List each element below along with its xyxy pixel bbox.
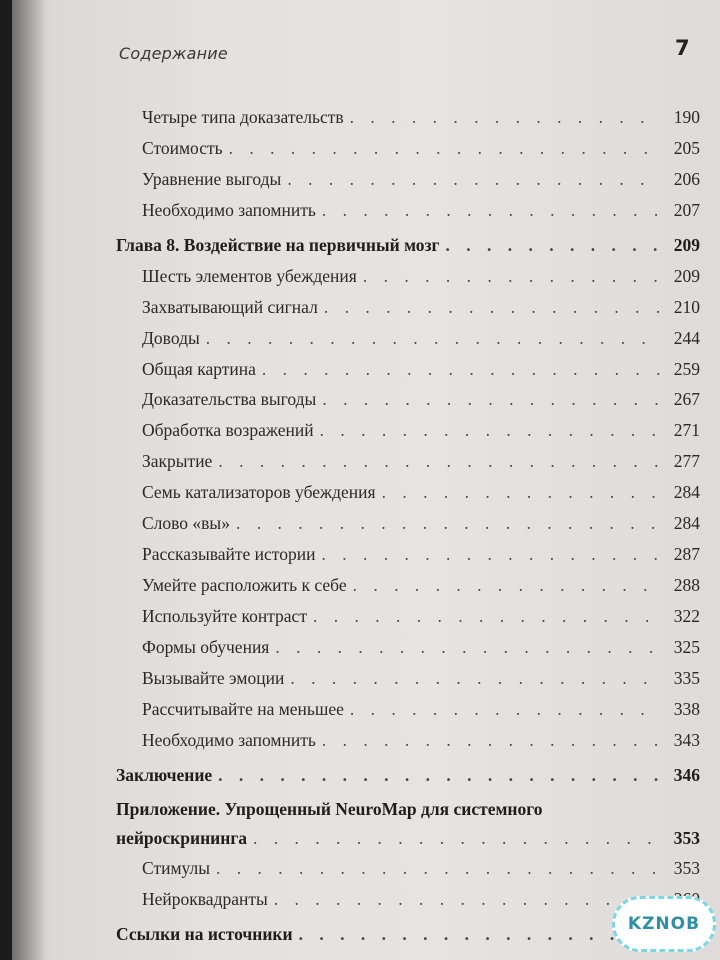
toc-entry-title: Ссылки на источники [116,923,293,944]
running-head: Содержание [119,44,228,63]
dot-leader [353,570,662,601]
dot-leader [350,102,662,133]
toc-entry-title: Необходимо запомнить [142,729,316,750]
dot-leader [313,601,662,632]
toc-entry-title: Доводы [142,327,200,348]
toc-entry-page: 284 [673,513,700,534]
toc-entry [12,539,700,570]
toc-entry [12,508,700,539]
toc-entry [12,195,700,226]
dot-leader [382,477,662,508]
toc-entry-title: нейроскрининга [116,827,248,848]
toc-entry-page: 322 [673,606,700,626]
toc-entry [12,354,700,385]
toc-chapter-entry [12,919,700,950]
toc-entry [12,164,700,195]
toc-entry [12,261,700,292]
toc-entry [12,133,700,164]
toc-entry-title: Рассчитывайте на меньшее [142,698,344,719]
dot-leader [275,632,662,663]
dot-leader [218,446,662,477]
toc-entry [12,694,700,725]
toc-entry-title: Рассказывайте истории [142,544,316,565]
toc-entry-title: Глава 8. Воздействие на первичный мозг [116,234,440,255]
dot-leader [290,663,662,694]
toc-entry-page: 284 [673,482,700,503]
toc-entry-title: Умейте расположить к себе [142,575,347,596]
toc-entry-page: 271 [673,420,700,441]
toc-entry-title: Заключение [116,764,213,785]
dot-leader [320,415,662,446]
toc-entry-title: Общая картина [142,358,256,379]
toc-entry [12,570,700,601]
dot-leader [206,323,662,354]
toc-entry [12,601,700,632]
watermark-badge [612,896,716,952]
dot-leader [229,133,662,164]
toc-entry-title: Необходимо запомнить [142,199,316,220]
dot-leader [262,354,662,385]
dot-leader [216,853,662,884]
toc-entry-title: Закрытие [142,451,213,472]
dot-leader [287,164,662,195]
dot-leader [253,823,662,853]
dot-leader [321,539,662,570]
toc-entry-page: 205 [673,137,700,158]
toc-entry-title: Четыре типа доказательств [142,107,344,127]
toc-entry-title: Захватывающий сигнал [142,296,318,317]
dot-leader [299,919,662,950]
dot-leader [324,292,662,323]
toc-entry-title: Нейроквадранты [142,888,268,909]
toc-entry-page: 353 [673,857,700,878]
toc-entry-page: 207 [673,199,700,220]
toc-entry [12,725,700,756]
toc-entry-page: 343 [673,729,700,750]
toc-entry-page: 288 [673,575,700,596]
watermark-text: KZNOB [627,914,701,934]
toc-entry [12,384,700,415]
dot-leader [322,725,662,756]
toc-entry-page: 259 [673,358,700,379]
dot-leader [446,230,662,261]
toc-entry-page: 267 [673,389,700,410]
toc-entry-page: 209 [673,234,700,255]
toc-entry-page: 277 [673,451,700,472]
toc-entry [12,292,700,323]
dot-leader [236,508,662,539]
toc-chapter-entry [12,230,700,261]
toc-entry-page: 190 [673,107,700,127]
toc-entry [12,663,700,694]
toc-entry-page: 209 [673,265,700,286]
dot-leader [218,760,662,791]
toc-entry-title: Стоимость [142,137,223,158]
toc-entry [12,632,700,663]
toc-entry-title: Уравнение выгоды [142,168,282,189]
toc-entry-title: Слово «вы» [142,513,230,534]
toc-entry-title: Шесть элементов убеждения [142,265,357,286]
table-of-contents [12,102,720,949]
toc-entry-page: 210 [673,296,700,317]
toc-entry-title: Приложение. Упрощенный NeuroMap для системного [116,798,543,819]
toc-entry-page: 335 [673,667,700,688]
toc-entry-title: Обработка возражений [142,420,314,441]
toc-entry-page: 244 [673,327,700,348]
toc-entry-title: Формы обучения [142,636,270,657]
toc-entry [12,884,700,915]
toc-entry-page: 325 [673,636,700,657]
toc-entry [12,102,700,133]
toc-entry [12,415,700,446]
toc-entry-title-continuation-row [116,823,700,853]
toc-entry-title: Семь катализаторов убеждения [142,482,376,503]
toc-chapter-entry [12,795,700,853]
toc-entry [12,446,700,477]
dot-leader [363,261,662,292]
toc-entry-title: Вызывайте эмоции [142,667,285,688]
toc-entry [12,853,700,884]
toc-chapter-entry [12,760,700,791]
dot-leader [322,195,662,226]
toc-entry-page: 346 [673,764,700,785]
page-number: 7 [675,36,690,60]
toc-entry-page: 353 [673,827,700,848]
book-page [12,0,720,960]
toc-entry-page: 287 [673,544,700,565]
toc-entry [12,323,700,354]
dot-leader [274,884,662,915]
toc-entry-title: Стимулы [142,857,211,878]
dot-leader [322,384,662,415]
toc-entry-title: Используйте контраст [142,606,307,626]
toc-entry-title: Доказательства выгоды [142,389,317,410]
toc-entry-page: 206 [673,168,700,189]
toc-entry [12,477,700,508]
dot-leader [350,694,662,725]
toc-entry-page: 338 [673,698,700,719]
